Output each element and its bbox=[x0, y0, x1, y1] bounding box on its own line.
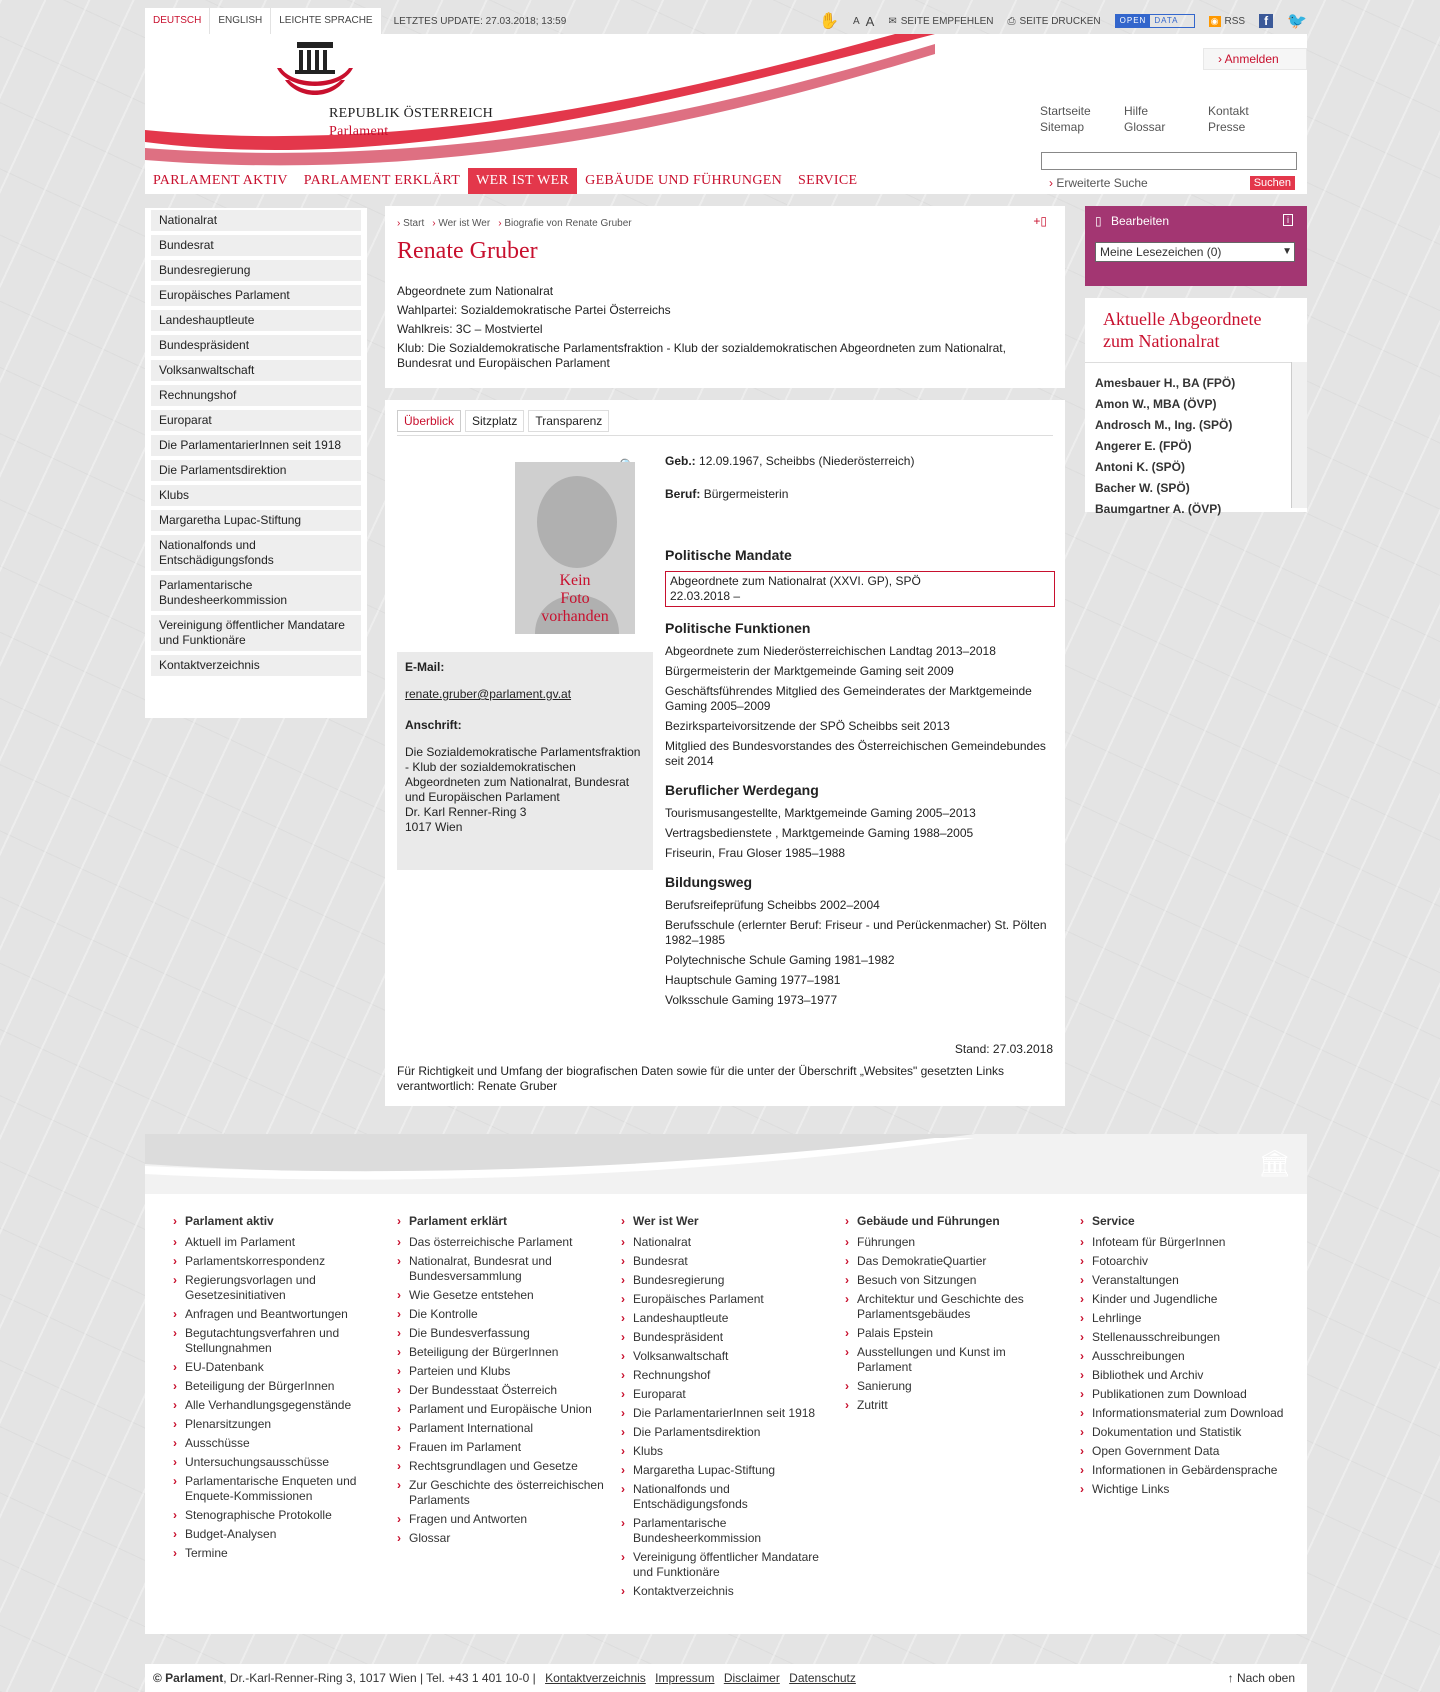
left-nav-item[interactable]: Vereinigung öffentlicher Mandatare und Funktionäre bbox=[151, 615, 361, 651]
function-item: Mitglied des Bundesvorstandes des Österreichischen Gemeindebundes seit 2014 bbox=[665, 739, 1046, 768]
left-nav-item[interactable]: Europarat bbox=[151, 410, 361, 431]
email-link[interactable]: renate.gruber@parlament.gv.at bbox=[405, 687, 572, 701]
print-button[interactable] bbox=[1008, 16, 1101, 27]
footer-link[interactable]: › Parlament und Europäische Union bbox=[397, 1402, 607, 1417]
footer-link[interactable]: › Bundespräsident bbox=[621, 1330, 831, 1345]
footer-link[interactable]: › Nationalfonds und Entschädigungsfonds bbox=[621, 1482, 831, 1512]
lang-deutsch[interactable]: DEUTSCH bbox=[145, 8, 210, 34]
parliament-logo-icon bbox=[275, 38, 355, 108]
function-item: Geschäftsführendes Mitglied des Gemeinderates der Marktgemeinde Gaming 2005–2009 bbox=[665, 684, 1032, 713]
back-to-top-label: Nach oben bbox=[1236, 1671, 1295, 1685]
utility-actions bbox=[819, 8, 1307, 34]
footer-heading[interactable]: › Wer ist Wer bbox=[621, 1214, 831, 1229]
disclaimer: Für Richtigkeit und Umfang der biografischen Daten sowie für die unter der Überschrift „Websites" gesetzten Links verantwortlich: Renate Gruber bbox=[397, 1064, 1004, 1093]
member-item[interactable]: Androsch M., Ing. (SPÖ) bbox=[1095, 418, 1233, 432]
header-swoosh bbox=[145, 34, 935, 164]
mail-icon: ✉ bbox=[888, 15, 897, 27]
footer bbox=[145, 1194, 1307, 1634]
footer-link[interactable]: › Budget-Analysen bbox=[173, 1527, 383, 1542]
left-nav-item[interactable]: Nationalfonds und Entschädigungsfonds bbox=[151, 535, 361, 571]
footer-link[interactable]: › Rechnungshof bbox=[621, 1368, 831, 1383]
fact-district: Wahlkreis: 3C – Mostviertel bbox=[397, 322, 543, 336]
footer-link[interactable]: › Kontaktverzeichnis bbox=[621, 1584, 831, 1599]
org-name: REPUBLIK ÖSTERREICH bbox=[329, 106, 493, 121]
footer-heading[interactable]: › Gebäude und Führungen bbox=[845, 1214, 1055, 1229]
search-input[interactable] bbox=[1041, 152, 1297, 170]
left-nav-item[interactable]: Bundespräsident bbox=[151, 335, 361, 356]
bookmark-icon: ▯ bbox=[1095, 214, 1102, 228]
footer-link[interactable]: › Termine bbox=[173, 1546, 383, 1561]
person-detail-card bbox=[385, 400, 1065, 1106]
footer-link[interactable]: › Parteien und Klubs bbox=[397, 1364, 607, 1379]
education-item: Berufsreifeprüfung Scheibbs 2002–2004 bbox=[665, 898, 880, 912]
link-impressum[interactable]: Impressum bbox=[655, 1671, 715, 1685]
recommend-label: SEITE EMPFEHLEN bbox=[900, 15, 994, 27]
rss-icon: ◉ bbox=[1210, 15, 1219, 26]
recommend-button[interactable] bbox=[888, 16, 993, 27]
footer-link[interactable]: › Aktuell im Parlament bbox=[173, 1235, 383, 1250]
rss-label: RSS bbox=[1224, 15, 1246, 27]
footer-link[interactable]: › Open Government Data bbox=[1080, 1444, 1290, 1459]
footer-link[interactable]: › Landeshauptleute bbox=[621, 1311, 831, 1326]
education-item: Hauptschule Gaming 1977–1981 bbox=[665, 973, 841, 987]
footer-link[interactable]: › Die ParlamentarierInnen seit 1918 bbox=[621, 1406, 831, 1421]
tab-sitzplatz[interactable]: Sitzplatz bbox=[465, 410, 524, 432]
edit-box bbox=[1085, 206, 1307, 286]
no-photo-text bbox=[515, 572, 635, 626]
footer-link[interactable]: › Besuch von Sitzungen bbox=[845, 1273, 1055, 1288]
mandate-heading: Politische Mandate bbox=[665, 547, 792, 563]
top-links bbox=[1040, 104, 1292, 134]
career-heading: Beruflicher Werdegang bbox=[665, 782, 819, 798]
nav-gebaeude[interactable]: GEBÄUDE UND FÜHRUNGEN bbox=[585, 173, 783, 188]
footer-col-erklaert bbox=[397, 1214, 607, 1550]
address-line: Die Sozialdemokratische Parlamentsfraktion - Klub der sozialdemokratischen Abgeordneten zum Nationalrat, Bundesrat und Europäischen Parlament bbox=[405, 745, 641, 804]
printer-icon: ⎙ bbox=[1007, 15, 1016, 27]
footer-link[interactable]: › Infoteam für BürgerInnen bbox=[1080, 1235, 1290, 1250]
copyright: © Parlament bbox=[153, 1671, 224, 1685]
footer-link[interactable]: › Zur Geschichte des österreichischen Parlaments bbox=[397, 1478, 607, 1508]
crumb-current: › Biografie von Renate Gruber bbox=[498, 218, 631, 229]
nav-service[interactable]: SERVICE bbox=[798, 173, 858, 188]
bookmarks-value: Meine Lesezeichen (0) bbox=[1100, 245, 1222, 259]
footer-link[interactable]: › Parlamentarische Bundesheerkommission bbox=[621, 1516, 831, 1546]
footer-link[interactable]: › Stenographische Protokolle bbox=[173, 1508, 383, 1523]
bookmarks-select[interactable] bbox=[1095, 242, 1295, 262]
education-item: Polytechnische Schule Gaming 1981–1982 bbox=[665, 953, 895, 967]
footer-heading[interactable]: › Service bbox=[1080, 1214, 1290, 1229]
address: , Dr.-Karl-Renner-Ring 3, 1017 Wien | Tel. +43 1 401 10-0 | bbox=[223, 1671, 536, 1685]
education-item: Volksschule Gaming 1973–1977 bbox=[665, 993, 838, 1007]
address-label: Anschrift: bbox=[405, 718, 462, 732]
login-label: Anmelden bbox=[1224, 52, 1279, 66]
advanced-search-label: Erweiterte Suche bbox=[1056, 176, 1148, 190]
open-data-b: DATA bbox=[1154, 16, 1179, 25]
font-small-button[interactable]: A bbox=[852, 15, 860, 27]
open-data-a: OPEN bbox=[1116, 15, 1151, 27]
footer-link[interactable]: › Vereinigung öffentlicher Mandatare und Funktionäre bbox=[621, 1550, 831, 1580]
footer-link[interactable]: › Stellenausschreibungen bbox=[1080, 1330, 1290, 1345]
footer-link[interactable]: › Führungen bbox=[845, 1235, 1055, 1250]
crumb-start[interactable]: › Start bbox=[397, 218, 424, 229]
footer-link[interactable]: › Anfragen und Beantwortungen bbox=[173, 1307, 383, 1322]
last-updated: Stand: 27.03.2018 bbox=[954, 1042, 1053, 1056]
no-photo-2: Foto bbox=[560, 590, 590, 607]
nav-wer-ist-wer[interactable]: WER IST WER bbox=[468, 168, 577, 194]
left-nav-item[interactable]: Europäisches Parlament bbox=[151, 285, 361, 306]
footer-link[interactable]: › Parlamentarische Enqueten und Enquete-Kommissionen bbox=[173, 1474, 383, 1504]
back-to-top[interactable] bbox=[1228, 1671, 1295, 1685]
contact-box bbox=[397, 652, 653, 870]
search-button[interactable]: Suchen bbox=[1250, 176, 1295, 190]
footer-link[interactable]: › Palais Epstein bbox=[845, 1326, 1055, 1341]
link-hilfe[interactable]: Hilfe bbox=[1124, 104, 1149, 118]
footer-link[interactable]: › Der Bundesstaat Österreich bbox=[397, 1383, 607, 1398]
footer-link[interactable]: › Dokumentation und Statistik bbox=[1080, 1425, 1290, 1440]
footer-link[interactable]: › Die Bundesverfassung bbox=[397, 1326, 607, 1341]
function-item: Abgeordnete zum Niederösterreichischen Landtag 2013–2018 bbox=[665, 644, 996, 658]
profession-label: Beruf: bbox=[665, 487, 701, 501]
tab-divider bbox=[397, 435, 1053, 436]
birth-value: 12.09.1967, Scheibbs (Niederösterreich) bbox=[699, 454, 915, 468]
profession-value: Bürgermeisterin bbox=[703, 487, 789, 501]
member-item[interactable]: Amesbauer H., BA (FPÖ) bbox=[1095, 376, 1236, 390]
footer-link[interactable]: › Wie Gesetze entstehen bbox=[397, 1288, 607, 1303]
crumb-wer-ist-wer[interactable]: › Wer ist Wer bbox=[432, 218, 490, 229]
footer-link[interactable]: › Das DemokratieQuartier bbox=[845, 1254, 1055, 1269]
portrait-placeholder bbox=[515, 462, 635, 634]
footer-link[interactable]: › Beteiligung der BürgerInnen bbox=[397, 1345, 607, 1360]
footer-link[interactable]: › Die Parlamentsdirektion bbox=[621, 1425, 831, 1440]
members-scrollbar[interactable] bbox=[1291, 362, 1307, 508]
person-header-card bbox=[385, 206, 1065, 388]
function-item: Bürgermeisterin der Marktgemeinde Gaming seit 2009 bbox=[665, 664, 954, 678]
fact-role: Abgeordnete zum Nationalrat bbox=[397, 284, 554, 298]
link-glossar[interactable]: Glossar bbox=[1124, 120, 1166, 134]
footer-link[interactable]: › Ausschreibungen bbox=[1080, 1349, 1290, 1364]
link-datenschutz[interactable]: Datenschutz bbox=[789, 1671, 856, 1685]
footer-link[interactable]: › Regierungsvorlagen und Gesetzesinitiativen bbox=[173, 1273, 383, 1303]
link-kontaktverzeichnis[interactable]: Kontaktverzeichnis bbox=[545, 1671, 646, 1685]
mandate-line: Abgeordnete zum Nationalrat (XXVI. GP), SPÖ bbox=[670, 574, 921, 588]
left-nav-item[interactable]: Bundesregierung bbox=[151, 260, 361, 281]
info-icon[interactable]: i bbox=[1283, 214, 1293, 226]
logo-text bbox=[329, 106, 493, 140]
left-nav-item[interactable]: Die ParlamentarierInnen seit 1918 bbox=[151, 435, 361, 456]
address-line: 1017 Wien bbox=[405, 820, 463, 834]
fact-party: Wahlpartei: Sozialdemokratische Partei Österreichs bbox=[397, 303, 671, 317]
breadcrumb bbox=[397, 218, 632, 229]
footer-link[interactable]: › Fragen und Antworten bbox=[397, 1512, 607, 1527]
footer-col-gebaeude bbox=[845, 1214, 1055, 1417]
members-list bbox=[1085, 362, 1307, 516]
footer-heading[interactable]: › Parlament erklärt bbox=[397, 1214, 607, 1229]
sign-language-icon[interactable]: ✋ bbox=[819, 13, 839, 30]
chevron-down-icon: ▼ bbox=[1282, 246, 1292, 257]
footer-link[interactable]: › Die Kontrolle bbox=[397, 1307, 607, 1322]
no-photo-3: vorhanden bbox=[541, 608, 609, 625]
footer-link[interactable]: › Sanierung bbox=[845, 1379, 1055, 1394]
footer-link[interactable]: › Alle Verhandlungsgegenstände bbox=[173, 1398, 383, 1413]
footer-link[interactable]: › Parlamentskorrespondenz bbox=[173, 1254, 383, 1269]
advanced-search-link[interactable]: › Erweiterte Suche bbox=[1049, 176, 1148, 190]
footer-link[interactable]: › Nationalrat, Bundesrat und Bundesversammlung bbox=[397, 1254, 607, 1284]
footer-link[interactable]: › Fotoarchiv bbox=[1080, 1254, 1290, 1269]
footer-link[interactable]: › Bundesregierung bbox=[621, 1273, 831, 1288]
org-sub: Parlament bbox=[329, 124, 389, 139]
left-nav-item[interactable]: Landeshauptleute bbox=[151, 310, 361, 331]
rss-link[interactable] bbox=[1209, 16, 1245, 27]
twitter-icon[interactable]: 🐦 bbox=[1287, 13, 1307, 30]
link-presse[interactable]: Presse bbox=[1208, 120, 1246, 134]
font-large-button[interactable]: A bbox=[865, 13, 875, 29]
footer-link[interactable]: › Ausschüsse bbox=[173, 1436, 383, 1451]
career-item: Vertragsbedienstete , Marktgemeinde Gaming 1988–2005 bbox=[665, 826, 974, 840]
address-line: Dr. Karl Renner-Ring 3 bbox=[405, 805, 527, 819]
left-nav-item[interactable]: Bundesrat bbox=[151, 235, 361, 256]
main-nav bbox=[145, 168, 865, 194]
member-item[interactable]: Bacher W. (SPÖ) bbox=[1095, 481, 1190, 495]
footer-link[interactable]: › Wichtige Links bbox=[1080, 1482, 1290, 1497]
nav-parlament-aktiv[interactable]: PARLAMENT AKTIV bbox=[153, 173, 288, 188]
footer-col-service bbox=[1080, 1214, 1290, 1501]
left-nav-item[interactable]: Klubs bbox=[151, 485, 361, 506]
last-update: LETZTES UPDATE: 27.03.2018; 13:59 bbox=[393, 15, 567, 27]
footer-link[interactable]: › Bundesrat bbox=[621, 1254, 831, 1269]
fact-club: Klub: Die Sozialdemokratische Parlamentsfraktion - Klub der sozialdemokratischen Abgeordneten zum Nationalrat, Bundesrat und Europäischen Parlament bbox=[397, 341, 1006, 370]
open-data-badge[interactable] bbox=[1115, 14, 1195, 28]
current-members-heading: Aktuelle Abgeordnete zum Nationalrat bbox=[1103, 309, 1262, 351]
member-item[interactable]: Angerer E. (FPÖ) bbox=[1095, 439, 1192, 453]
left-nav bbox=[145, 208, 367, 718]
footer-swoosh bbox=[145, 1134, 1307, 1194]
tab-transparenz[interactable]: Transparenz bbox=[528, 410, 609, 432]
left-nav-item[interactable]: Rechnungshof bbox=[151, 385, 361, 406]
footer-link[interactable]: › Glossar bbox=[397, 1531, 607, 1546]
footer-link[interactable]: › Informationsmaterial zum Download bbox=[1080, 1406, 1290, 1421]
member-item[interactable]: Amon W., MBA (ÖVP) bbox=[1095, 397, 1217, 411]
footer-link[interactable]: › Beteiligung der BürgerInnen bbox=[173, 1379, 383, 1394]
left-nav-item[interactable]: Parlamentarische Bundesheerkommission bbox=[151, 575, 361, 611]
member-item[interactable]: Baumgartner A. (ÖVP) bbox=[1095, 502, 1222, 516]
link-sitemap[interactable]: Sitemap bbox=[1040, 120, 1085, 134]
link-startseite[interactable]: Startseite bbox=[1040, 104, 1091, 118]
lang-leichte-sprache[interactable]: LEICHTE SPRACHE bbox=[271, 8, 381, 34]
footer-link[interactable]: › Nationalrat bbox=[621, 1235, 831, 1250]
footer-link[interactable]: › Zutritt bbox=[845, 1398, 1055, 1413]
footer-link[interactable]: › Plenarsitzungen bbox=[173, 1417, 383, 1432]
lang-english[interactable]: ENGLISH bbox=[210, 8, 271, 34]
footer-col-aktiv bbox=[173, 1214, 383, 1565]
footer-link[interactable]: › Lehrlinge bbox=[1080, 1311, 1290, 1326]
footer-parliament-icon: 🏛 bbox=[1257, 1148, 1291, 1178]
tab-ueberblick[interactable]: Überblick bbox=[397, 410, 461, 432]
footer-link[interactable]: › Das österreichische Parlament bbox=[397, 1235, 607, 1250]
left-nav-item[interactable]: Margaretha Lupac-Stiftung bbox=[151, 510, 361, 531]
footer-heading[interactable]: › Parlament aktiv bbox=[173, 1214, 383, 1229]
functions-heading: Politische Funktionen bbox=[665, 620, 811, 636]
tabs bbox=[397, 410, 609, 432]
footer-link[interactable]: › Publikationen zum Download bbox=[1080, 1387, 1290, 1402]
footer-link[interactable]: › Bibliothek und Archiv bbox=[1080, 1368, 1290, 1383]
footer-link[interactable]: › Volksanwaltschaft bbox=[621, 1349, 831, 1364]
print-label: SEITE DRUCKEN bbox=[1019, 15, 1101, 27]
facebook-icon[interactable]: f bbox=[1259, 14, 1273, 28]
footer-link[interactable]: › EU-Datenbank bbox=[173, 1360, 383, 1375]
footer-col-wer-ist-wer bbox=[621, 1214, 831, 1603]
utility-bar bbox=[145, 8, 1307, 34]
education-heading: Bildungsweg bbox=[665, 874, 753, 890]
email-label: E-Mail: bbox=[405, 660, 445, 674]
birth bbox=[665, 454, 1055, 469]
member-item[interactable]: Antoni K. (SPÖ) bbox=[1095, 460, 1185, 474]
footer-link[interactable]: › Ausstellungen und Kunst im Parlament bbox=[845, 1345, 1055, 1375]
edit-label[interactable]: Bearbeiten bbox=[1110, 214, 1169, 228]
function-item: Bezirksparteivorsitzende der SPÖ Scheibbs seit 2013 bbox=[665, 719, 950, 733]
footer-link[interactable]: › Margaretha Lupac-Stiftung bbox=[621, 1463, 831, 1478]
link-disclaimer[interactable]: Disclaimer bbox=[723, 1671, 780, 1685]
profession bbox=[665, 487, 1055, 502]
footer-link[interactable]: › Architektur und Geschichte des Parlamentsgebäudes bbox=[845, 1292, 1055, 1322]
bookmark-add-icon[interactable]: +▯ bbox=[1033, 214, 1047, 228]
footer-link[interactable]: › Begutachtungsverfahren und Stellungnahmen bbox=[173, 1326, 383, 1356]
person-facts bbox=[397, 284, 1017, 375]
nav-parlament-erklaert[interactable]: PARLAMENT ERKLÄRT bbox=[303, 173, 461, 188]
page-title: Renate Gruber bbox=[397, 238, 538, 264]
footer-band bbox=[145, 1134, 1307, 1194]
left-nav-item[interactable]: Die Parlamentsdirektion bbox=[151, 460, 361, 481]
current-members-box bbox=[1085, 298, 1307, 516]
bottom-bar bbox=[145, 1664, 1307, 1692]
footer-link[interactable]: › Frauen im Parlament bbox=[397, 1440, 607, 1455]
career-item: Tourismusangestellte, Marktgemeinde Gaming 2005–2013 bbox=[665, 806, 976, 820]
footer-link[interactable]: › Untersuchungsausschüsse bbox=[173, 1455, 383, 1470]
biography-details bbox=[665, 454, 1055, 1013]
footer-link[interactable]: › Europäisches Parlament bbox=[621, 1292, 831, 1307]
footer-link[interactable]: › Klubs bbox=[621, 1444, 831, 1459]
left-nav-item[interactable]: Kontaktverzeichnis bbox=[151, 655, 361, 676]
left-nav-item[interactable]: Volksanwaltschaft bbox=[151, 360, 361, 381]
arrow-up-icon: ↑ bbox=[1227, 1671, 1237, 1685]
footer-link[interactable]: › Rechtsgrundlagen und Gesetze bbox=[397, 1459, 607, 1474]
footer-link[interactable]: › Informationen in Gebärdensprache bbox=[1080, 1463, 1290, 1478]
education-item: Berufsschule (erlernter Beruf: Friseur - und Perückenmacher) St. Pölten 1982–1985 bbox=[665, 918, 1047, 947]
career-item: Friseurin, Frau Gloser 1985–1988 bbox=[665, 846, 846, 860]
footer-link[interactable]: › Kinder und Jugendliche bbox=[1080, 1292, 1290, 1307]
mandate-box bbox=[665, 571, 1055, 607]
search-box bbox=[1031, 144, 1307, 194]
link-kontakt[interactable]: Kontakt bbox=[1208, 104, 1249, 118]
no-photo-1: Kein bbox=[559, 572, 591, 589]
login-button[interactable]: › Anmelden bbox=[1203, 48, 1307, 70]
mandate-line: 22.03.2018 – bbox=[670, 589, 741, 603]
footer-link[interactable]: › Veranstaltungen bbox=[1080, 1273, 1290, 1288]
footer-link[interactable]: › Parlament International bbox=[397, 1421, 607, 1436]
footer-link[interactable]: › Europarat bbox=[621, 1387, 831, 1402]
left-nav-item[interactable]: Nationalrat bbox=[151, 210, 361, 231]
birth-label: Geb.: bbox=[665, 454, 696, 468]
